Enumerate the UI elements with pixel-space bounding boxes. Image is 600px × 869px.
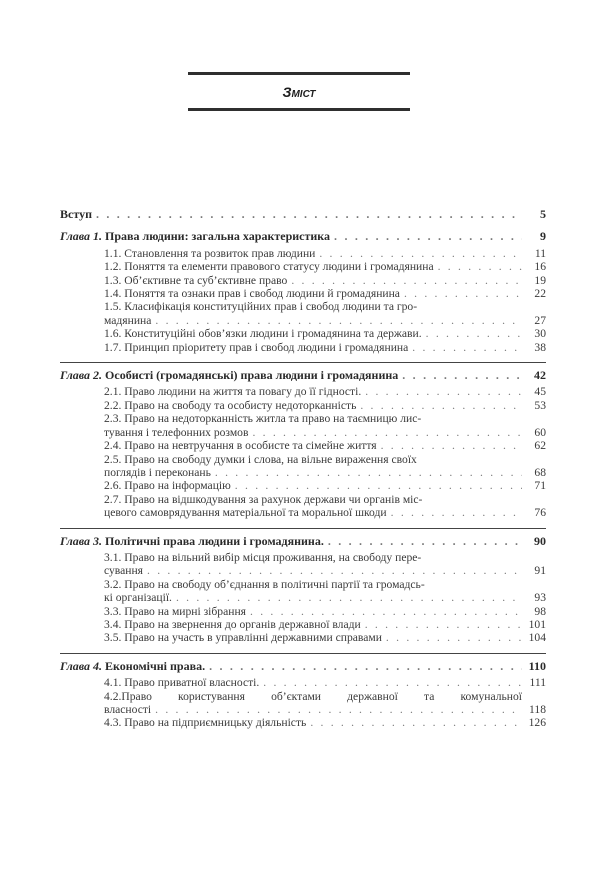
toc-section[interactable] <box>60 578 546 605</box>
page-number: 22 <box>534 287 546 301</box>
chapter-title: Права людини: загальна характеристика <box>105 229 331 244</box>
leader-dots <box>319 247 522 260</box>
table-of-contents <box>60 208 546 730</box>
toc-section[interactable] <box>60 300 546 327</box>
toc-section[interactable] <box>60 287 546 300</box>
page-number: 126 <box>528 716 546 730</box>
chapter-label: Глава 2. <box>60 368 103 383</box>
chapter-title: Економічні права. <box>105 658 206 673</box>
page-number: 38 <box>534 340 546 354</box>
toc-section[interactable] <box>60 341 546 354</box>
leader-dots <box>404 287 522 300</box>
toc-chapter-1[interactable] <box>60 230 546 243</box>
section-title: 4.3. Право на підприємницьку діяльність <box>104 716 307 730</box>
section-title-line2: тування і телефонних розмов <box>104 425 249 439</box>
page-number: 110 <box>528 658 546 673</box>
page-number: 53 <box>534 398 546 412</box>
toc-section[interactable] <box>60 247 546 260</box>
toc-section[interactable] <box>60 716 546 729</box>
page-number: 42 <box>534 368 546 383</box>
toc-section[interactable] <box>60 493 546 520</box>
section-title-line1: 3.2. Право на свободу об’єднання в політичні партії та громадсь- <box>104 577 425 591</box>
chapter-label: Глава 3. <box>60 533 103 548</box>
section-title-line1: 4.2.Право користування об’єктами державної та комунальної <box>104 689 522 703</box>
page-number: 16 <box>534 260 546 274</box>
leader-dots <box>391 506 522 519</box>
page-number: 45 <box>534 385 546 399</box>
leader-dots <box>381 439 522 452</box>
chapter-divider <box>60 528 546 529</box>
section-title: 2.1. Право людини на життя та повагу до її гідності. <box>104 385 362 399</box>
section-title-line2: цевого самоврядування матеріальної та моральної шкоди <box>104 506 387 520</box>
page-number: 30 <box>534 327 546 341</box>
leader-dots <box>252 426 522 439</box>
toc-section[interactable] <box>60 605 546 618</box>
leader-dots <box>386 631 522 644</box>
page-number: 111 <box>529 676 546 690</box>
section-title-line2: поглядів і переконань <box>104 465 211 479</box>
toc-section[interactable] <box>60 618 546 631</box>
header-bottom-rule <box>188 108 410 111</box>
leader-dots <box>402 369 522 382</box>
page-number: 101 <box>528 617 546 631</box>
section-title-line2: сування <box>104 564 143 578</box>
page-number: 5 <box>540 207 546 221</box>
leader-dots <box>96 208 522 221</box>
page-number: 91 <box>534 564 546 578</box>
leader-dots <box>365 385 522 398</box>
section-title: 1.1. Становлення та розвиток прав людини <box>104 246 316 260</box>
page-number: 104 <box>528 631 546 645</box>
section-title: 3.3. Право на мирні зібрання <box>104 604 246 618</box>
toc-section[interactable] <box>60 690 546 717</box>
page-number: 71 <box>534 479 546 493</box>
toc-section[interactable] <box>60 327 546 340</box>
page-number: 9 <box>540 229 546 244</box>
page-number: 118 <box>529 703 546 716</box>
toc-section[interactable] <box>60 551 546 578</box>
chapter-divider <box>60 362 546 363</box>
section-title: 1.6. Конституційні обов’язки людини і громадянина та держави. <box>104 327 422 341</box>
page-number: 19 <box>534 273 546 287</box>
section-title: 1.2. Поняття та елементи правового статусу людини і громадянина <box>104 260 434 274</box>
toc-section[interactable] <box>60 676 546 689</box>
toc-section[interactable] <box>60 274 546 287</box>
section-title: 1.3. Об’єктивне та суб’єктивне право <box>104 273 288 287</box>
leader-dots <box>426 327 522 340</box>
page-number: 68 <box>534 465 546 479</box>
toc-section[interactable] <box>60 453 546 480</box>
page-number: 11 <box>534 246 546 260</box>
page-number: 98 <box>534 604 546 618</box>
toc-chapter-3[interactable] <box>60 535 546 548</box>
page-number: 76 <box>534 506 546 520</box>
section-title-line1: 2.5. Право на свободу думки і слова, на вільне вираження своїх <box>104 452 417 466</box>
section-title: 2.4. Право на невтручання в особисте та сімейне життя <box>104 439 377 453</box>
toc-section[interactable] <box>60 385 546 398</box>
toc-entry-label: Вступ <box>60 207 92 221</box>
leader-dots <box>365 618 522 631</box>
page-number: 62 <box>534 439 546 453</box>
leader-dots <box>235 479 522 492</box>
chapter-label: Глава 4. <box>60 658 103 673</box>
leader-dots <box>176 591 522 604</box>
toc-section[interactable] <box>60 260 546 273</box>
chapter-title: Політичні права людини і громадянина. <box>105 533 324 548</box>
page-number: 93 <box>534 591 546 605</box>
leader-dots <box>147 564 522 577</box>
toc-entry-intro[interactable] <box>60 208 546 221</box>
toc-section[interactable] <box>60 631 546 644</box>
toc-chapter-2[interactable] <box>60 369 546 382</box>
page-number: 27 <box>534 313 546 327</box>
section-title: 3.4. Право на звернення до органів державної влади <box>104 617 361 631</box>
leader-dots <box>438 260 522 273</box>
section-title-line1: 1.5. Класифікація конституційних прав і свобод людини та гро- <box>104 300 418 314</box>
section-title: 2.2. Право на свободу та особисту недоторканність <box>104 398 357 412</box>
toc-header <box>188 72 410 111</box>
leader-dots <box>291 274 522 287</box>
section-title: 1.4. Поняття та ознаки прав і свобод людини й громадянина <box>104 287 400 301</box>
toc-section[interactable] <box>60 399 546 412</box>
leader-dots <box>310 716 522 729</box>
section-title-line1: 3.1. Право на вільний вибір місця проживання, на свободу пере- <box>104 550 422 564</box>
toc-chapter-4[interactable] <box>60 660 546 673</box>
page-number: 90 <box>534 533 546 548</box>
leader-dots <box>209 660 522 673</box>
section-title-line1: 2.7. Право на відшкодування за рахунок держави чи органів міс- <box>104 492 423 506</box>
section-title-line1: 2.3. Право на недоторканність житла та право на таємницю лис- <box>104 412 422 426</box>
section-title-line2: кі організації. <box>104 591 172 605</box>
toc-section[interactable] <box>60 412 546 439</box>
section-title: 4.1. Право приватної власності. <box>104 676 260 690</box>
leader-dots <box>155 703 522 716</box>
section-title: 3.5. Право на участь в управлінні державними справами <box>104 631 382 645</box>
leader-dots <box>155 314 522 327</box>
chapter-title: Особисті (громадянські) права людини і громадянина <box>105 368 399 383</box>
leader-dots <box>263 676 522 689</box>
leader-dots <box>250 605 522 618</box>
leader-dots <box>334 230 522 243</box>
toc-section[interactable] <box>60 439 546 452</box>
chapter-divider <box>60 653 546 654</box>
toc-section[interactable] <box>60 479 546 492</box>
section-title-line2: мадянина <box>104 313 152 327</box>
leader-dots <box>328 535 522 548</box>
leader-dots <box>215 466 522 479</box>
section-title-line2: власності <box>104 703 152 716</box>
page-title: Зміст <box>282 84 316 100</box>
section-title: 2.6. Право на інформацію <box>104 479 231 493</box>
leader-dots <box>412 341 522 354</box>
leader-dots <box>360 399 522 412</box>
page-number: 60 <box>534 425 546 439</box>
section-title: 1.7. Принцип пріоритету прав і свобод людини і громадянина <box>104 340 409 354</box>
chapter-label: Глава 1. <box>60 229 103 244</box>
